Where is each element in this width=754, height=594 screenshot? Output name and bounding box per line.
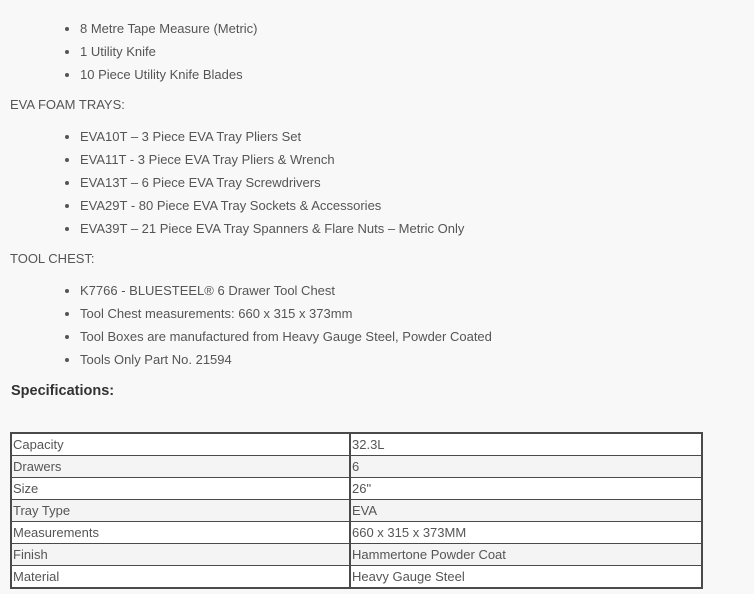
- spec-value: 26": [350, 478, 702, 500]
- list-item: EVA29T - 80 Piece EVA Tray Sockets & Accessories: [0, 194, 464, 217]
- list-item: Tool Chest measurements: 660 x 315 x 373mm: [0, 302, 492, 325]
- list-item: EVA11T - 3 Piece EVA Tray Pliers & Wrench: [0, 148, 464, 171]
- list-item: 1 Utility Knife: [0, 40, 258, 63]
- list-item: K7766 - BLUESTEEL® 6 Drawer Tool Chest: [0, 279, 492, 302]
- spec-key: Size: [11, 478, 350, 500]
- table-row: [11, 544, 702, 566]
- spec-value: 32.3L: [350, 433, 702, 456]
- spec-key: Measurements: [11, 522, 350, 544]
- table-row: [11, 566, 702, 589]
- spec-value: Heavy Gauge Steel: [350, 566, 702, 589]
- table-row: [11, 522, 702, 544]
- spec-key: Finish: [11, 544, 350, 566]
- eva-trays-label: EVA FOAM TRAYS:: [10, 97, 125, 112]
- spec-value: 660 x 315 x 373MM: [350, 522, 702, 544]
- tool-chest-list: [0, 279, 492, 371]
- spec-value: 6: [350, 456, 702, 478]
- spec-value: Hammertone Powder Coat: [350, 544, 702, 566]
- spec-key: Capacity: [11, 433, 350, 456]
- spec-value: EVA: [350, 500, 702, 522]
- kit-items-list: [0, 17, 258, 86]
- table-row: [11, 500, 702, 522]
- table-row: [11, 478, 702, 500]
- table-row: [11, 433, 702, 456]
- list-item: EVA10T – 3 Piece EVA Tray Pliers Set: [0, 125, 464, 148]
- spec-key: Drawers: [11, 456, 350, 478]
- list-item: Tools Only Part No. 21594: [0, 348, 492, 371]
- list-item: 8 Metre Tape Measure (Metric): [0, 17, 258, 40]
- eva-trays-list: [0, 125, 464, 240]
- spec-key: Material: [11, 566, 350, 589]
- list-item: EVA13T – 6 Piece EVA Tray Screwdrivers: [0, 171, 464, 194]
- list-item: EVA39T – 21 Piece EVA Tray Spanners & Flare Nuts – Metric Only: [0, 217, 464, 240]
- table-row: [11, 456, 702, 478]
- list-item: Tool Boxes are manufactured from Heavy Gauge Steel, Powder Coated: [0, 325, 492, 348]
- tool-chest-label: TOOL CHEST:: [10, 251, 95, 266]
- list-item: 10 Piece Utility Knife Blades: [0, 63, 258, 86]
- specifications-table: [10, 432, 703, 589]
- spec-key: Tray Type: [11, 500, 350, 522]
- specifications-heading: Specifications:: [11, 383, 115, 399]
